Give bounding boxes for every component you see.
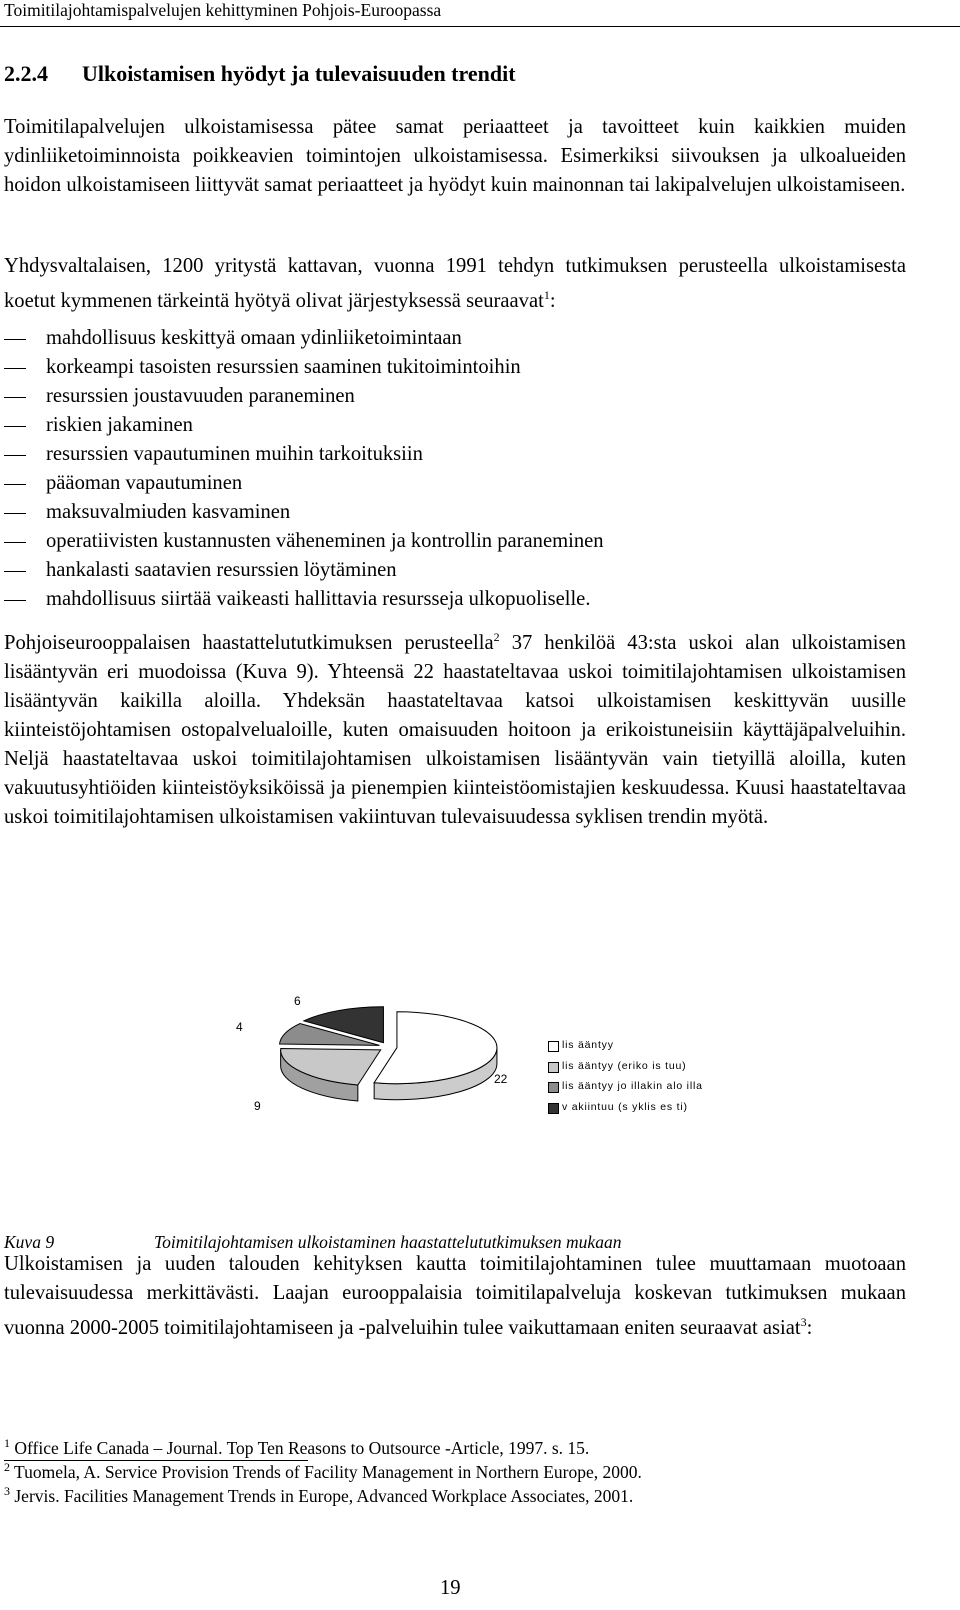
list-item-text: hankalasti saatavien resurssien löytäminen [46, 559, 397, 581]
list-item-text: mahdollisuus keskittyä omaan ydinliiketoimintaan [46, 327, 462, 349]
list-item [4, 411, 604, 440]
footnote-3 [4, 1484, 633, 1507]
legend-label: lis ääntyy [562, 1039, 614, 1051]
dash-bullet [4, 513, 26, 514]
dash-bullet [4, 571, 26, 572]
legend-swatch [548, 1062, 559, 1073]
list-item-text: resurssien joustavuuden paraneminen [46, 385, 355, 407]
paragraph-future-colon: : [806, 1316, 813, 1339]
legend-swatch [548, 1082, 559, 1093]
dash-bullet [4, 339, 26, 340]
list-item-text: riskien jakaminen [46, 414, 193, 436]
dash-bullet [4, 542, 26, 543]
paragraph-future-text: Ulkoistamisen ja uuden talouden kehityksen kautta toimitilajohtaminen tulee muuttamaan muotoaan tulevaisuudessa merkittävästi. Laajan eurooppalaisia toimitilapalveluja koskevan tutkimuksen mukaan vuonna 2000-2005 toimitilajohtamiseen ja -palveluihin tulee vaikuttamaan eniten seuraavat asiat [4, 1253, 906, 1339]
paragraph-nordic-study-text: Pohjoiseurooppalaisen haastattelututkimuksen perusteella [4, 631, 494, 654]
dash-bullet [4, 397, 26, 398]
list-item [4, 469, 604, 498]
section-heading [4, 61, 516, 87]
pie-value-label: 6 [294, 995, 301, 1008]
legend-label: v akiintuu (s yklis es ti) [562, 1100, 688, 1113]
legend-swatch [548, 1103, 559, 1114]
dash-bullet [4, 600, 26, 601]
footnote-text: Jervis. Facilities Management Trends in Europe, Advanced Workplace Associates, 2001. [10, 1485, 634, 1506]
legend-label: lis ääntyy (eriko is tuu) [562, 1059, 687, 1072]
dash-bullet [4, 368, 26, 369]
legend-swatch [548, 1041, 559, 1052]
footnote-ref-1: 1 [543, 288, 550, 302]
list-item-text: mahdollisuus siirtää vaikeasti hallittavia resursseja ulkopuoliselle. [46, 588, 591, 610]
figure-caption: Toimitilajohtamisen ulkoistaminen haastattelututkimuksen mukaan [154, 1232, 622, 1252]
footnote-number: 2 [4, 1460, 10, 1474]
dash-bullet [4, 455, 26, 456]
paragraph-nordic-study [4, 623, 906, 832]
pie-value-label: 9 [254, 1099, 261, 1113]
paragraph-nordic-study-rest: 37 henkilöä 43:sta uskoi alan ulkoistamisen lisääntyvän eri muodoissa (Kuva 9). Yhteensä 22 haastateltavaa uskoi toimitilajohtamisen ulkoistamisen lisääntyvän kaikilla aloilla. Yhdeksän haastateltavaa katsoi ulkoistamisen keskittyvän uusille kiinteistöjohtamisen ostopalvelualoille, kuten omaisuuden hoitoon ja erikoistuneisiin käyttäjäpalveluihin. Neljä haastateltavaa uskoi toimitilajohtamisen ulkoistamisen lisääntyvän vain tietyillä aloilla, kuten vakuutusyhtiöiden kiinteistöyksiköissä ja pienempien kiinteistöomistajien keskuudessa. Kuusi haastateltavaa uskoi toimitilajohtamisen ulkoistamisen vakiintuvan tulevaisuudessa syklisen trendin myötä. [4, 631, 906, 828]
footnote-number: 3 [4, 1484, 10, 1498]
list-item [4, 498, 604, 527]
footnote-text: Office Life Canada – Journal. Top Ten Reasons to Outsource -Article, 1997. s. 15. [10, 1437, 590, 1458]
header-rule [0, 26, 960, 27]
figure-label: Kuva 9 [4, 1232, 55, 1252]
section-title: Ulkoistamisen hyödyt ja tulevaisuuden trendit [82, 61, 516, 86]
footnote-ref-3: 3 [800, 1315, 807, 1329]
dash-bullet [4, 484, 26, 485]
paragraph-us-study-text: Yhdysvaltalaisen, 1200 yritystä kattavan, vuonna 1991 tehdyn tutkimuksen perusteella ulkoistamisesta koetut kymmenen tärkeintä hyötyä olivat järjestyksessä seuraavat [4, 255, 906, 312]
list-item [4, 556, 604, 585]
footnote-ref-2: 2 [493, 630, 500, 644]
list-item-text: maksuvalmiuden kasvaminen [46, 501, 291, 523]
section-number: 2.2.4 [4, 61, 48, 86]
pie-value-label: 4 [236, 1020, 243, 1034]
footnote-number: 1 [4, 1436, 10, 1450]
footnote-1 [4, 1436, 589, 1459]
pie-value-label: 22 [494, 1072, 508, 1086]
paragraph-future [4, 1250, 906, 1343]
dash-bullet [4, 426, 26, 427]
list-item [4, 382, 604, 411]
list-item [4, 353, 604, 382]
paragraph-us-study-colon: : [549, 289, 556, 312]
list-item [4, 440, 604, 469]
list-item-text: pääoman vapautuminen [46, 472, 243, 494]
page-number: 19 [440, 1577, 461, 1599]
paragraph-intro: Toimitilapalvelujen ulkoistamisessa pätee samat periaatteet ja tavoitteet kuin kaikkien muiden ydinliiketoiminnoista poikkeavien toimintojen ulkoistamisessa. Esimerkiksi siivouksen ja ulkoalueiden hoidon ulkoistamiseen liittyvät samat periaatteet ja hyödyt kuin mainonnan tai lakipalvelujen ulkoistamiseen. [4, 116, 906, 196]
pie-chart [232, 995, 532, 1125]
list-item [4, 585, 604, 614]
list-item [4, 324, 604, 353]
list-item-text: resurssien vapautuminen muihin tarkoituksiin [46, 443, 423, 465]
list-item-text: operatiivisten kustannusten väheneminen ja kontrollin paraneminen [46, 530, 604, 552]
footnote-2 [4, 1460, 642, 1483]
benefits-list [4, 324, 604, 614]
running-header: Toimitilajohtamispalvelujen kehittyminen Pohjois-Euroopassa [4, 0, 442, 20]
legend-label: lis ääntyy jo illakin alo illa [562, 1080, 703, 1092]
list-item-text: korkeampi tasoisten resurssien saaminen tukitoimintoihin [46, 356, 521, 378]
paragraph-us-study [4, 252, 906, 316]
list-item [4, 527, 604, 556]
footnote-text: Tuomela, A. Service Provision Trends of Facility Management in Northern Europe, 2000. [10, 1461, 642, 1482]
